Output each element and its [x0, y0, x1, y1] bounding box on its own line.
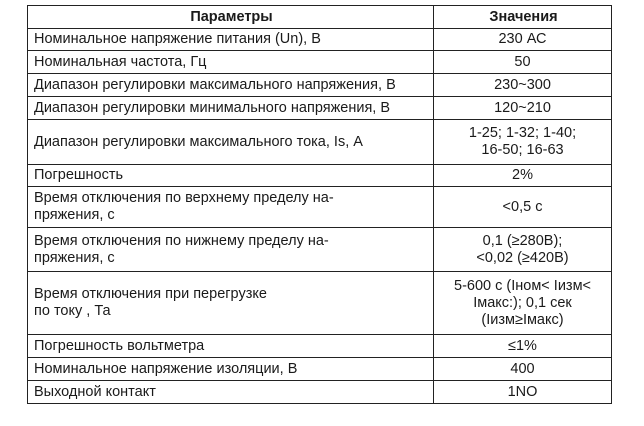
value-cell [434, 228, 612, 272]
value-text: 120~210 [494, 99, 551, 116]
param-text: Время отключения при перегрузке [34, 286, 267, 302]
param-text: пряжения, с [34, 249, 115, 266]
param-cell [28, 335, 434, 358]
param-cell [28, 29, 434, 51]
param-text: Диапазон регулировки минимального напряжения, В [34, 99, 391, 116]
value-cell [434, 29, 612, 51]
param-cell [28, 358, 434, 381]
table-row [28, 358, 612, 381]
value-text: Iмакс:); 0,1 сек [473, 294, 572, 311]
param-text: Диапазон регулировки максимального тока, Is, А [34, 133, 363, 150]
table-row [28, 335, 612, 358]
value-text: 2% [512, 167, 533, 183]
value-cell [434, 358, 612, 381]
value-text: 230 АС [498, 31, 547, 47]
param-cell [28, 120, 434, 165]
value-text: 5-600 с (Iном< Iизм< [454, 277, 591, 294]
table-row [28, 187, 612, 228]
value-text: ≤1% [508, 337, 537, 354]
param-text: пряжения, с [34, 207, 115, 223]
table-row [28, 272, 612, 335]
value-cell [434, 74, 612, 97]
value-cell [434, 335, 612, 358]
param-text: Время отключения по верхнему пределу на- [34, 190, 334, 206]
param-text: Время отключения по нижнему пределу на- [34, 232, 329, 249]
param-cell [28, 97, 434, 120]
value-text: 1NO [507, 383, 538, 400]
value-cell [434, 272, 612, 335]
value-text: 1-25; 1-32; 1-40; [468, 125, 577, 141]
param-text: Номинальная частота, Гц [34, 53, 207, 70]
param-text: Погрешность [34, 167, 124, 183]
value-cell [434, 97, 612, 120]
value-text: <0,02 (≥420В) [476, 249, 569, 266]
value-cell [434, 120, 612, 165]
value-cell [434, 51, 612, 74]
value-text: 50 [514, 53, 531, 70]
specifications-table [27, 5, 612, 404]
param-cell [28, 272, 434, 335]
table-header-row [28, 6, 612, 29]
param-cell [28, 51, 434, 74]
param-text: Диапазон регулировки максимального напряжения, В [34, 76, 396, 93]
value-cell [434, 381, 612, 404]
value-text: 0,1 (≥280В); [482, 232, 563, 249]
param-text: Погрешность вольтметра [34, 337, 205, 354]
param-text: Выходной контакт [34, 383, 156, 400]
header-parameters: Параметры [28, 6, 434, 29]
value-text: 16-50; 16-63 [481, 142, 564, 158]
value-text: <0,5 с [502, 198, 543, 215]
param-cell [28, 381, 434, 404]
table-row [28, 381, 612, 404]
param-cell [28, 165, 434, 187]
header-values: Значения [434, 6, 612, 29]
table-row [28, 165, 612, 187]
value-cell [434, 187, 612, 228]
value-text: 230~300 [494, 76, 551, 93]
param-cell [28, 228, 434, 272]
table-row [28, 51, 612, 74]
param-cell [28, 74, 434, 97]
value-text: 400 [510, 360, 535, 377]
table-row [28, 228, 612, 272]
value-cell [434, 165, 612, 187]
value-text: (Iизм≥Iмакс) [481, 311, 564, 328]
param-text: Номинальное напряжение изоляции, В [34, 360, 298, 377]
param-text: по току , Та [34, 303, 111, 319]
table-row [28, 97, 612, 120]
param-text: Номинальное напряжение питания (Un), В [34, 31, 321, 47]
param-cell [28, 187, 434, 228]
table-row [28, 120, 612, 165]
table-row [28, 29, 612, 51]
table-row [28, 74, 612, 97]
